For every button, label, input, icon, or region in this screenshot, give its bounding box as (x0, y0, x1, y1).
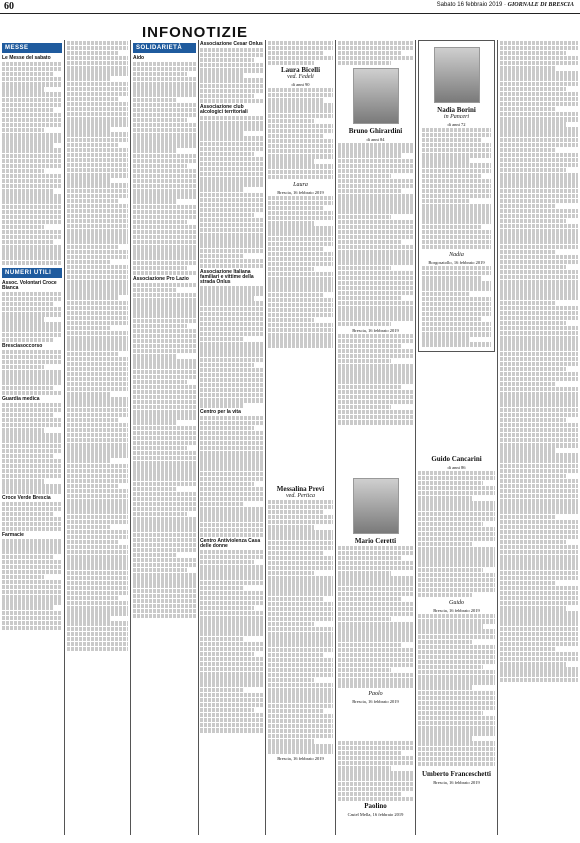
heading-club-alcologici: Associazione club alcologici territoriali (200, 104, 248, 116)
deceased-married-name: ved. Pertica (286, 493, 315, 499)
column-solidarieta (133, 40, 196, 619)
heading-cesar: Associazione Cesar Onlus (200, 41, 263, 47)
notice-date: Brescia, 16 febbraio 2019 (277, 755, 324, 761)
obituary-mario-ceretti (338, 475, 413, 704)
deceased-name: Bruno Ghirardini (348, 127, 403, 136)
heading-casa-donne: Centro Antiviolenza Casa delle donne (200, 538, 261, 550)
section-title: INFONOTIZIE (142, 24, 248, 41)
band-messe: MESSE (2, 43, 62, 53)
heading-messe-sabato: Le Messe del sabato (2, 55, 51, 61)
issue-date: Sabato 16 febbraio 2019 (436, 2, 503, 8)
deceased-married-name: in Panceri (443, 114, 470, 120)
obituary-laura-bicelli (268, 40, 333, 349)
notice-date: Brescia, 16 febbraio 2019 (352, 698, 399, 704)
column-divider (497, 40, 498, 835)
column-divider (265, 40, 266, 835)
obituary-paolino (338, 740, 413, 817)
notice-signature: Guido (449, 600, 464, 607)
notice-signature: Nadia (449, 252, 464, 259)
column-divider (415, 40, 416, 835)
heading-aido: Aido (133, 55, 145, 61)
deceased-name: Paolino (364, 801, 387, 810)
heading-bresciasoccorso: Bresciasoccorso (2, 342, 43, 349)
deceased-name: Messalina Previ (276, 485, 325, 493)
column-messe (2, 40, 62, 631)
notice-date: Brescia, 16 febbraio 2019 (433, 608, 480, 614)
deceased-name: Nadia Borini (437, 106, 476, 114)
heading-guardia-medica: Guardia medica (2, 395, 40, 402)
obituary-messalina-previ (268, 485, 333, 761)
heading-croce-bianca: Assoc. Volontari Croce Bianca (2, 279, 57, 291)
notice-date: Castel Mella, 16 febbraio 2019 (347, 811, 404, 817)
page-header (0, 0, 580, 14)
notice-signature: Laura (293, 181, 308, 188)
deceased-name: Guido Cancarini (431, 455, 482, 463)
heading-vittime-strada: Associazione Italiana familiari e vittime della strada Onlus (200, 269, 254, 286)
deceased-photo (353, 478, 399, 534)
notice-date: Brescia, 16 febbraio 2019 (352, 327, 399, 333)
notice-signature: Paolo (368, 690, 383, 697)
heading-centro-vita: Centro per la vita (200, 408, 241, 415)
deceased-name: Laura Bicelli (280, 66, 321, 75)
obituary-bruno-ghirardini (338, 40, 413, 425)
deceased-age: di anni 86 (447, 465, 466, 470)
deceased-age: di anni 84 (366, 137, 385, 143)
paper-name: GIORNALE DI BRESCIA (507, 2, 574, 8)
deceased-age: di anni 72 (447, 122, 466, 127)
column-associazioni (200, 40, 263, 733)
notice-date: Borgosatollo, 16 febbraio 2019 (428, 260, 485, 266)
column-divider (198, 40, 199, 835)
heading-farmacie: Farmacie (2, 532, 24, 539)
deceased-photo (434, 47, 480, 103)
heading-pro-lazio: Associazione Pro Lazio (133, 276, 189, 283)
notice-date: Brescia, 16 febbraio 2019 (277, 189, 324, 195)
deceased-name: Umberto Franceschetti (421, 770, 491, 779)
band-solidarieta: SOLIDARIETÀ (133, 43, 196, 53)
deceased-photo (353, 68, 399, 124)
column-divider (64, 40, 65, 835)
heading-croce-verde: Croce Verde Brescia (2, 494, 51, 501)
column-right (500, 40, 578, 683)
page-number: 60 (4, 1, 14, 12)
column-divider (335, 40, 336, 835)
column-farmacie (67, 40, 128, 652)
deceased-age: di anni 90 (291, 82, 310, 88)
obituary-nadia-borini (418, 40, 495, 352)
band-numeri-utili: NUMERI UTILI (2, 268, 62, 278)
column-divider (130, 40, 131, 835)
deceased-name: Mario Ceretti (354, 537, 397, 545)
notice-date: Brescia, 16 febbraio 2019 (433, 780, 480, 786)
obituary-guido-cancarini (418, 455, 495, 785)
deceased-married-name: ved. Fedeli (287, 74, 314, 81)
masthead: Sabato 16 febbraio 2019 · GIORNALE DI BRESCIA (436, 2, 574, 8)
